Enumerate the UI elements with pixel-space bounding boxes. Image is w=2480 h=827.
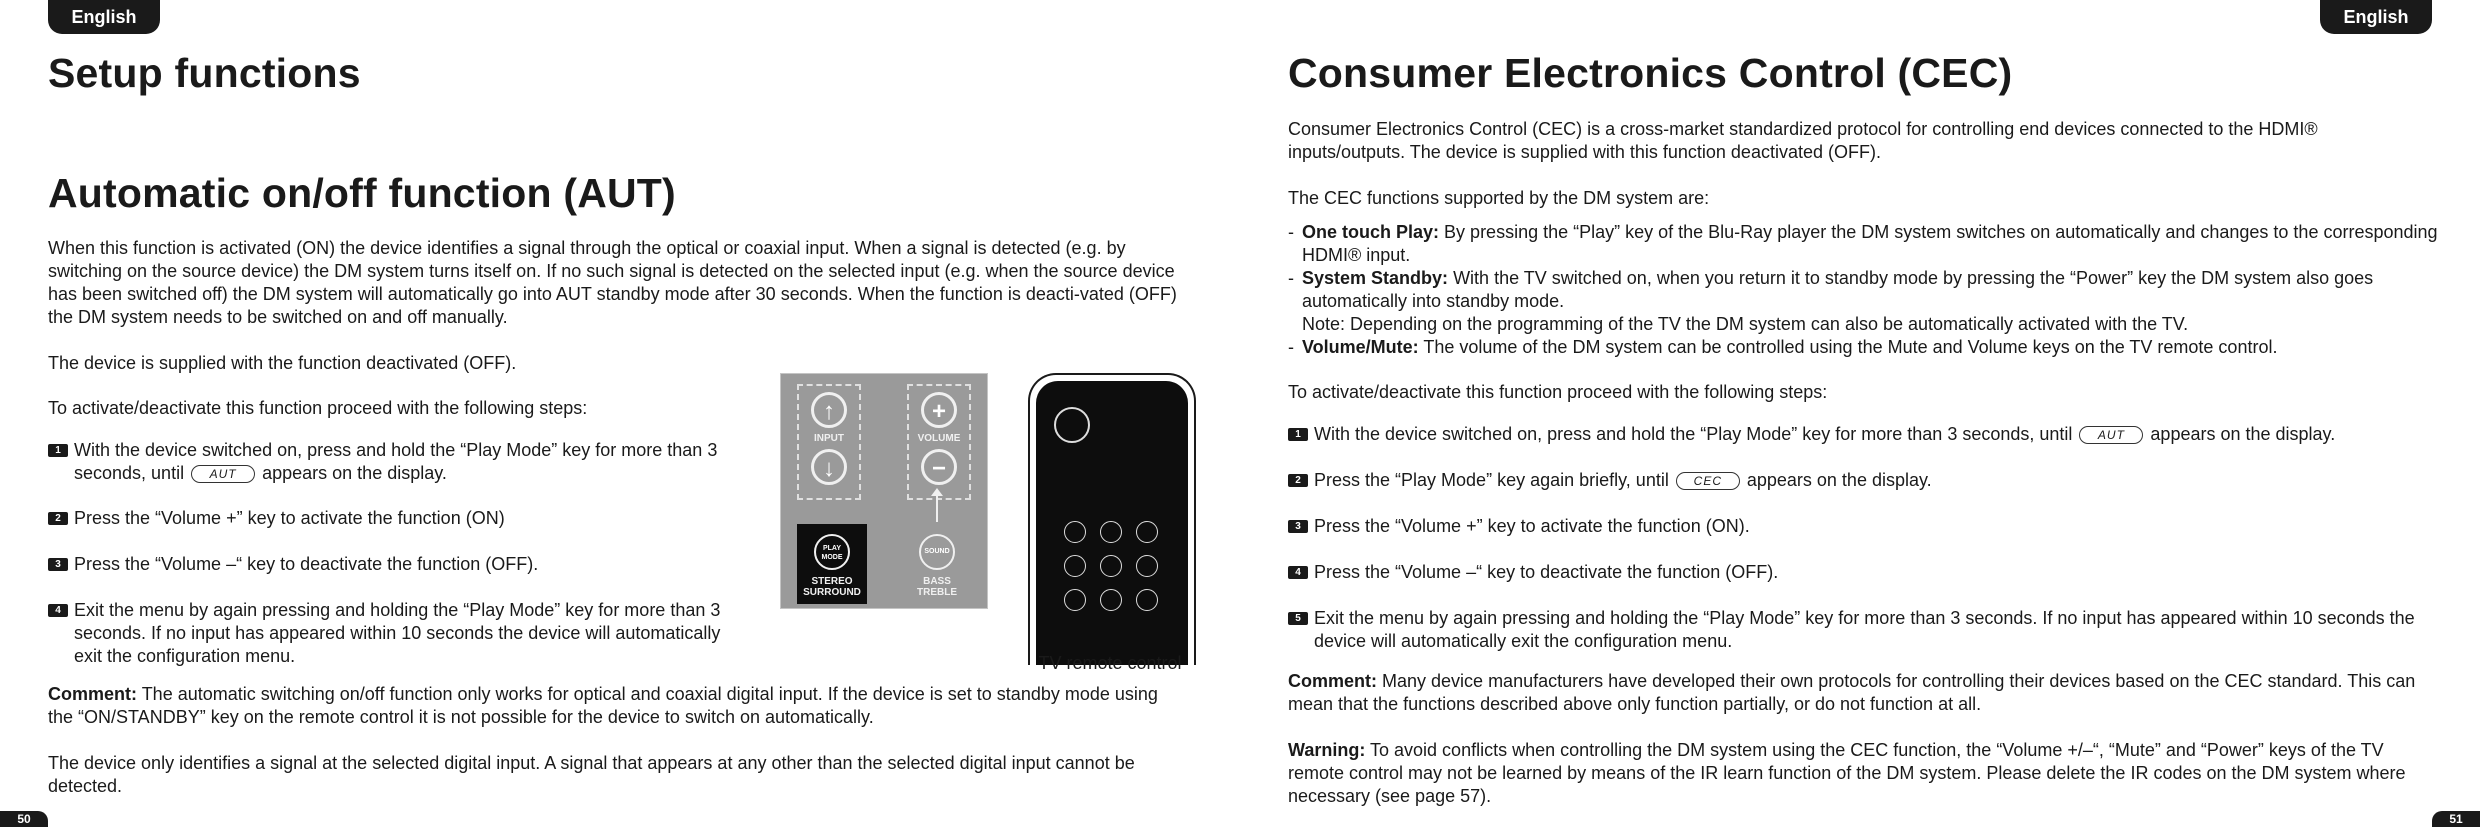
- item-label: System Standby:: [1302, 268, 1449, 288]
- step-text-after: appears on the display.: [1746, 470, 1932, 490]
- sound-button-icon: SOUND: [919, 534, 955, 570]
- step-text: With the device switched on, press and hold the “Play Mode” key for more than 3 seconds, until: [1314, 424, 2073, 444]
- section-heading: Automatic on/off function (AUT): [48, 170, 676, 216]
- step-number: 3: [1288, 520, 1308, 533]
- comment-label: Comment:: [48, 684, 137, 704]
- step-text: Press the “Volume –“ key to deactivate the function (OFF).: [1314, 562, 1779, 582]
- keypad-button-icon: [1136, 555, 1158, 577]
- step-number: 4: [48, 604, 68, 617]
- keypad-button-icon: [1136, 521, 1158, 543]
- supplied-note: The device is supplied with the function deactivated (OFF).: [48, 353, 517, 373]
- step-2: [1288, 469, 2464, 492]
- page-title: Setup functions: [48, 50, 361, 96]
- step-text: Press the “Volume +” key to activate the function (ON): [74, 508, 505, 528]
- keypad-button-icon: [1100, 589, 1122, 611]
- warning-text: To avoid conflicts when controlling the DM system using the CEC function, the “Volume +/–“, “Mute” and “Power” keys of the TV remote control may not be learned by means of the IR learn function of the DM system. Please delete the IR codes on the DM system where necessary (see page 57).: [1288, 740, 2406, 806]
- stereo-label: STEREO: [811, 576, 853, 587]
- step-text: Press the “Volume +” key to activate the function (ON).: [1314, 516, 1750, 536]
- step-text-after: appears on the display.: [2150, 424, 2336, 444]
- step-text: Press the “Play Mode” key again briefly, until: [1314, 470, 1669, 490]
- step-text: Exit the menu by again pressing and holding the “Play Mode” key for more than 3 seconds. If no input has appeared within 10 seconds the device will automatically exit the configuration menu.: [1314, 608, 2415, 651]
- step-5: [1288, 607, 2464, 653]
- steps-intro: To activate/deactivate this function proceed with the following steps:: [1288, 382, 1828, 402]
- keypad-button-icon: [1100, 555, 1122, 577]
- warning-label: Warning:: [1288, 740, 1366, 760]
- volume-label: VOLUME: [917, 433, 961, 444]
- input-label: INPUT: [814, 433, 844, 444]
- arrow-up-icon: [936, 492, 938, 522]
- item-text: The volume of the DM system can be controlled using the Mute and Volume keys on the TV remote control.: [1423, 337, 2278, 357]
- step-number: 2: [48, 512, 68, 525]
- play-mode-key-group: [797, 524, 867, 604]
- arrow-head-icon: [931, 488, 943, 496]
- comment-text: The automatic switching on/off function only works for optical and coaxial digital input. If the device is set to standby mode using the “ON/STANDBY” key on the remote control it is not possible for the device to switch on automatically.: [48, 684, 1158, 727]
- step-number: 2: [1288, 474, 1308, 487]
- keypad-button-icon: [1064, 521, 1086, 543]
- step-2: [48, 507, 734, 530]
- steps-intro: To activate/deactivate this function proceed with the following steps:: [48, 398, 588, 418]
- comment-label: Comment:: [1288, 671, 1377, 691]
- play-mode-button-icon: [814, 534, 850, 570]
- play-mode-label-1: PLAY: [822, 545, 842, 552]
- step-text: With the device switched on, press and hold the “Play Mode” key for more than 3 seconds, until: [74, 440, 718, 483]
- step-4: [1288, 561, 2464, 584]
- intro-paragraph: Consumer Electronics Control (CEC) is a cross-market standardized protocol for controlling end devices connected to the HDMI® inputs/outputs. The device is supplied with this function deactivated (OFF).: [1288, 119, 2318, 162]
- supported-intro: The CEC functions supported by the DM system are:: [1288, 188, 1710, 208]
- intro-paragraph: When this function is activated (ON) the device identifies a signal through the optical or coaxial input. When a signal is detected (e.g. by switching on the source device) the DM system turns itself on. If no such signal is detected on the selected input (e.g. when the source device has been switched off) the DM system will automatically go into AUT standby mode after 30 seconds. When the function is deacti-vated (OFF) the DM system needs to be switched on and off manually.: [48, 238, 1177, 327]
- step-number: 1: [1288, 428, 1308, 441]
- tv-remote-illustration: [1028, 373, 1196, 665]
- device-control-panel-illustration: [780, 373, 988, 609]
- input-up-icon: ↑: [811, 392, 847, 428]
- language-tab: English: [48, 0, 160, 34]
- comment-text: Many device manufacturers have developed their own protocols for controlling their devices based on the CEC standard. This can mean that the functions described above only function partially, or do not function at all.: [1288, 671, 2416, 714]
- step-3: [48, 553, 734, 576]
- remote-caption: TV remote control: [1038, 653, 1182, 673]
- surround-label: SURROUND: [803, 587, 861, 598]
- warning-paragraph: [1288, 739, 2438, 808]
- cec-item-system-standby: [1288, 267, 2442, 336]
- final-paragraph: The device only identifies a signal at the selected digital input. A signal that appears at any other than the selected digital input cannot be detected.: [48, 753, 1135, 796]
- tv-remote-body: [1036, 381, 1188, 665]
- input-down-icon: ↓: [811, 449, 847, 485]
- keypad-button-icon: [1064, 555, 1086, 577]
- item-note: Note: Depending on the programming of the TV the DM system can also be automatically activated with the TV.: [1302, 314, 2189, 334]
- page-number: 50: [0, 811, 48, 827]
- volume-minus-icon: −: [921, 449, 957, 485]
- keypad-button-icon: [1100, 521, 1122, 543]
- list-dash: -: [1288, 268, 1294, 288]
- display-indicator: AUT: [2079, 426, 2143, 444]
- comment-paragraph: [1288, 670, 2438, 716]
- step-number: 3: [48, 558, 68, 571]
- step-4: [48, 599, 734, 668]
- page-title: Consumer Electronics Control (CEC): [1288, 50, 2013, 96]
- item-label: Volume/Mute:: [1302, 337, 1419, 357]
- volume-plus-icon: +: [921, 392, 957, 428]
- comment-paragraph: [48, 683, 1178, 729]
- item-text: By pressing the “Play” key of the Blu-Ray player the DM system switches on automatically and changes to the corresponding HDMI® input.: [1302, 222, 2438, 265]
- page-number: 51: [2432, 811, 2480, 827]
- step-text: Press the “Volume –“ key to deactivate the function (OFF).: [74, 554, 539, 574]
- step-text: Exit the menu by again pressing and holding the “Play Mode” key for more than 3 seconds. If no input has appeared within 10 seconds the device will automatically exit the configuration menu.: [74, 600, 721, 666]
- step-text-after: appears on the display.: [262, 463, 447, 483]
- step-number: 5: [1288, 612, 1308, 625]
- step-1: [1288, 423, 2464, 446]
- play-mode-label-2: MODE: [821, 554, 843, 561]
- display-indicator: AUT: [191, 465, 255, 483]
- bass-label: BASS: [923, 576, 951, 587]
- step-1: [48, 439, 734, 485]
- right-page: [1240, 0, 2480, 827]
- list-dash: -: [1288, 337, 1294, 357]
- step-number: 1: [48, 444, 68, 457]
- power-button-icon: [1054, 407, 1090, 443]
- cec-item-one-touch-play: [1288, 221, 2442, 267]
- item-text: With the TV switched on, when you return it to standby mode by pressing the “Power” key the DM system also goes automatically into standby mode.: [1302, 268, 2374, 311]
- language-tab: English: [2320, 0, 2432, 34]
- keypad-button-icon: [1064, 589, 1086, 611]
- cec-item-volume-mute: [1288, 336, 2442, 359]
- item-label: One touch Play:: [1302, 222, 1440, 242]
- keypad-button-icon: [1136, 589, 1158, 611]
- step-number: 4: [1288, 566, 1308, 579]
- step-3: [1288, 515, 2464, 538]
- treble-label: TREBLE: [917, 587, 957, 598]
- list-dash: -: [1288, 222, 1294, 242]
- display-indicator: CEC: [1676, 472, 1740, 490]
